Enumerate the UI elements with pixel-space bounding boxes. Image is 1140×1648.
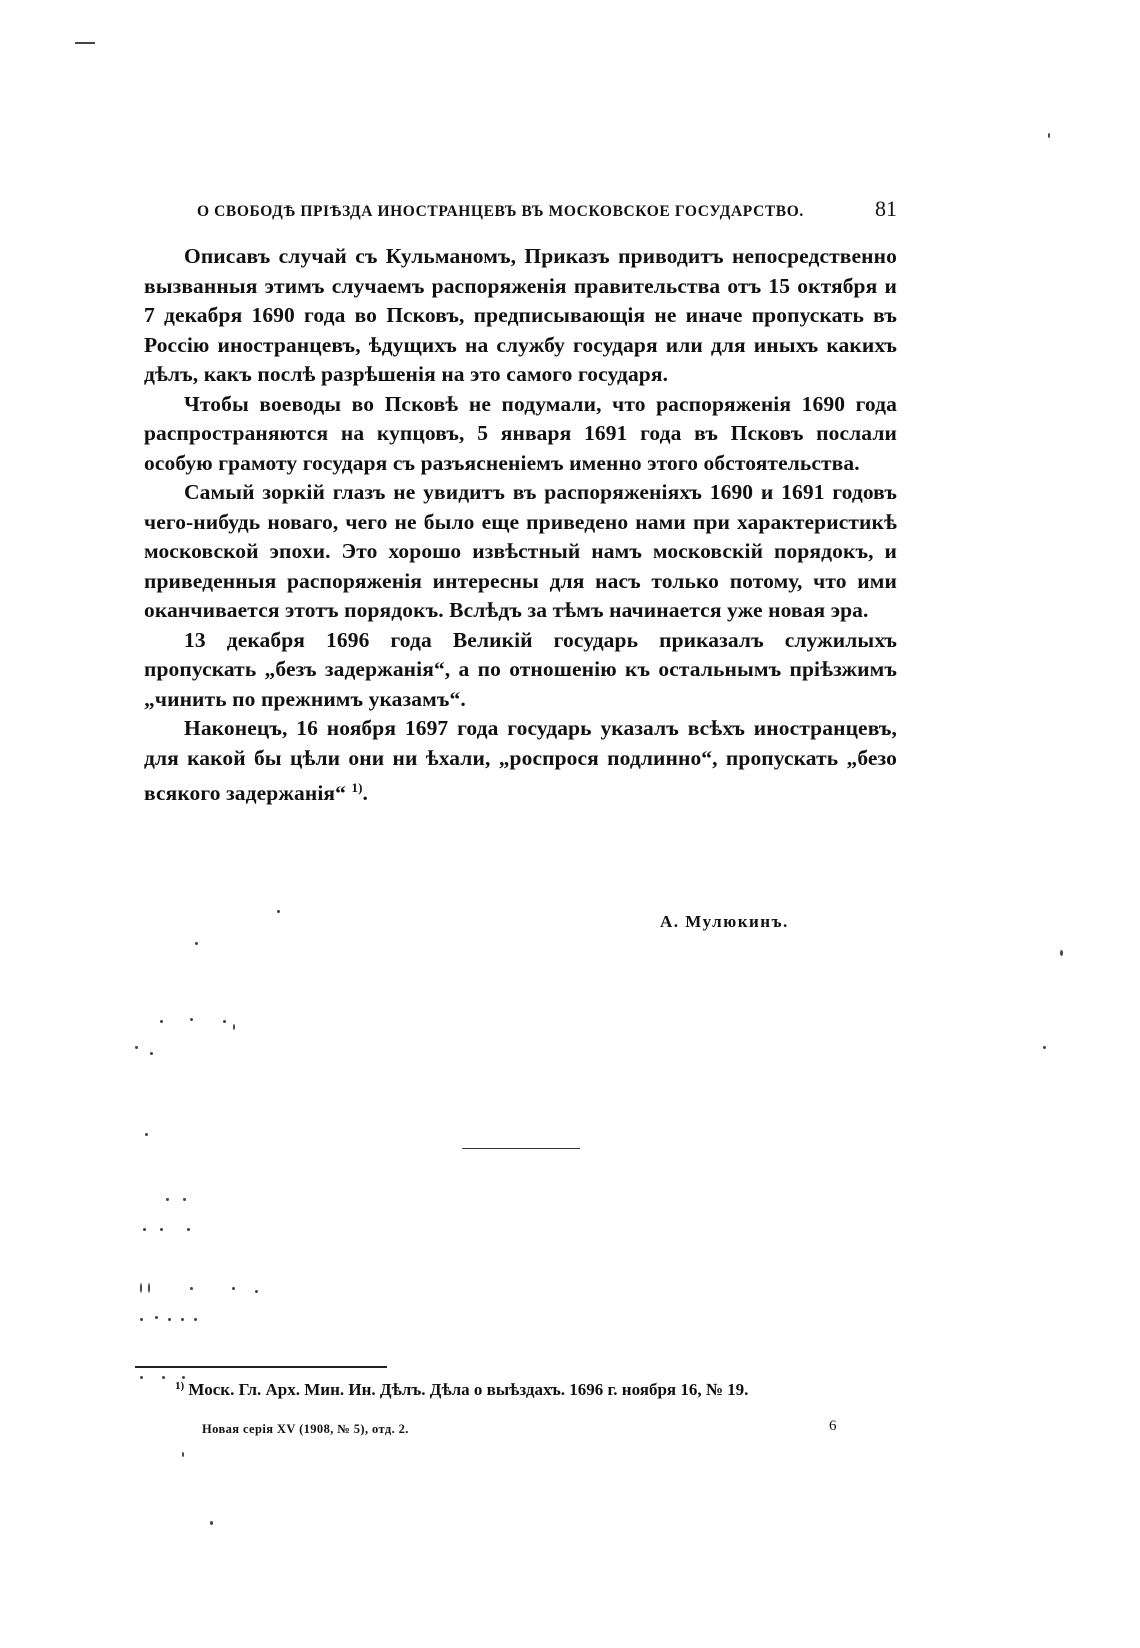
article-body xyxy=(144,242,897,809)
footnote xyxy=(175,1380,905,1400)
scan-speck xyxy=(135,1046,138,1049)
paragraph-text: Наконецъ, 16 ноября 1697 года государь указалъ всѣхъ иностранцевъ, для какой бы цѣли они ни ѣхали, „роспрося подлинно“, пропускать „безо всякого задержанія“ xyxy=(144,716,897,806)
scan-speck xyxy=(140,1318,143,1321)
scan-speck xyxy=(187,1228,190,1231)
scan-speck xyxy=(223,1020,226,1023)
scan-speck xyxy=(143,1228,146,1231)
scan-speck xyxy=(140,1376,143,1379)
scan-speck xyxy=(182,1452,184,1457)
paragraph: Описавъ случай съ Кульманомъ, Приказъ приводитъ непосредственно вызванныя этимъ случаемъ распоряженія правительства отъ 15 октября и 7 декабря 1690 года во Псковъ, предписывающія не иначе пропускать въ Россію иностранцевъ, ѣдущихъ на службу государя или для иныхъ какихъ дѣлъ, какъ послѣ разрѣшенія на это самого государя. xyxy=(144,244,897,386)
margin-mark xyxy=(75,42,95,44)
section-separator xyxy=(462,1148,580,1149)
page-header xyxy=(197,196,897,222)
scan-speck xyxy=(183,1198,186,1201)
scan-speck xyxy=(1060,950,1063,956)
page-number: 81 xyxy=(875,196,897,221)
sheet-number: 6 xyxy=(829,1418,837,1434)
scan-speck xyxy=(162,1376,165,1379)
footnote-reference: 1) xyxy=(351,780,363,795)
scan-speck xyxy=(194,1318,197,1321)
scan-speck xyxy=(1048,133,1050,138)
scan-speck xyxy=(277,910,280,913)
scan-speck xyxy=(232,1287,235,1290)
running-title: О СВОБОДѢ ПРІѢЗДА ИНОСТРАНЦЕВЪ ВЪ МОСКОВСКОЕ ГОСУДАРСТВО. xyxy=(197,203,804,220)
scan-speck xyxy=(140,1283,142,1293)
scan-speck xyxy=(166,1198,169,1201)
paragraph-with-footnote: Наконецъ, 16 ноября 1697 года государь указалъ всѣхъ иностранцевъ, для какой бы цѣли они ни ѣхали, „роспрося подлинно“, пропускать „безо всякого задержанія“ $^{1)}$. xyxy=(144,716,897,806)
paragraph: Чтобы воеводы во Псковѣ не подумали, что распоряженія 1690 года распространяются на купцовъ, 5 января 1691 года въ Псковъ послали особую грамоту государя съ разъясненіемъ именно этого обстоятельства. xyxy=(144,391,897,475)
scan-speck xyxy=(1043,1046,1046,1049)
scan-speck xyxy=(181,1318,184,1321)
footnote-rule xyxy=(135,1366,387,1368)
scan-speck xyxy=(195,942,198,945)
journal-imprint: Новая серія XV (1908, № 5), отд. 2. xyxy=(202,1422,409,1436)
paragraph: 13 декабря 1696 года Великій государь приказалъ служилыхъ пропускать „безъ задержанія“, а по отношенію къ остальнымъ пріѣзжимъ „чинить по прежнимъ указамъ“. xyxy=(144,627,897,711)
paragraph: Самый зоркій глазъ не увидитъ въ распоряженіяхъ 1690 и 1691 годовъ чего-нибудь новаго, чего не было еще приведено нами при характеристикѣ московской эпохи. Это хорошо извѣстный намъ московскій порядокъ, и приведенныя распоряженія интересны для насъ только потому, что ими оканчивается этотъ порядокъ. Вслѣдъ за тѣмъ начинается уже новая эра. xyxy=(144,480,897,622)
scan-speck xyxy=(150,1052,153,1055)
scan-speck xyxy=(145,1133,148,1136)
scan-speck xyxy=(155,1316,158,1319)
scan-speck xyxy=(255,1290,258,1293)
scan-speck xyxy=(233,1024,235,1030)
scan-speck xyxy=(190,1287,193,1290)
scan-speck xyxy=(160,1020,163,1023)
author-signature: А. Мулюкинъ. xyxy=(660,912,789,931)
scan-speck xyxy=(210,1521,213,1525)
scan-speck xyxy=(160,1228,163,1231)
scan-speck xyxy=(182,1376,185,1379)
scan-speck xyxy=(168,1318,171,1321)
footnote-text: Моск. Гл. Арх. Мин. Ин. Дѣлъ. Дѣла о выѣздахъ. 1696 г. ноября 16, № 19. xyxy=(188,1380,749,1399)
scan-speck xyxy=(190,1018,193,1021)
scan-speck xyxy=(148,1283,150,1293)
footnote-marker: 1) xyxy=(175,1380,185,1392)
